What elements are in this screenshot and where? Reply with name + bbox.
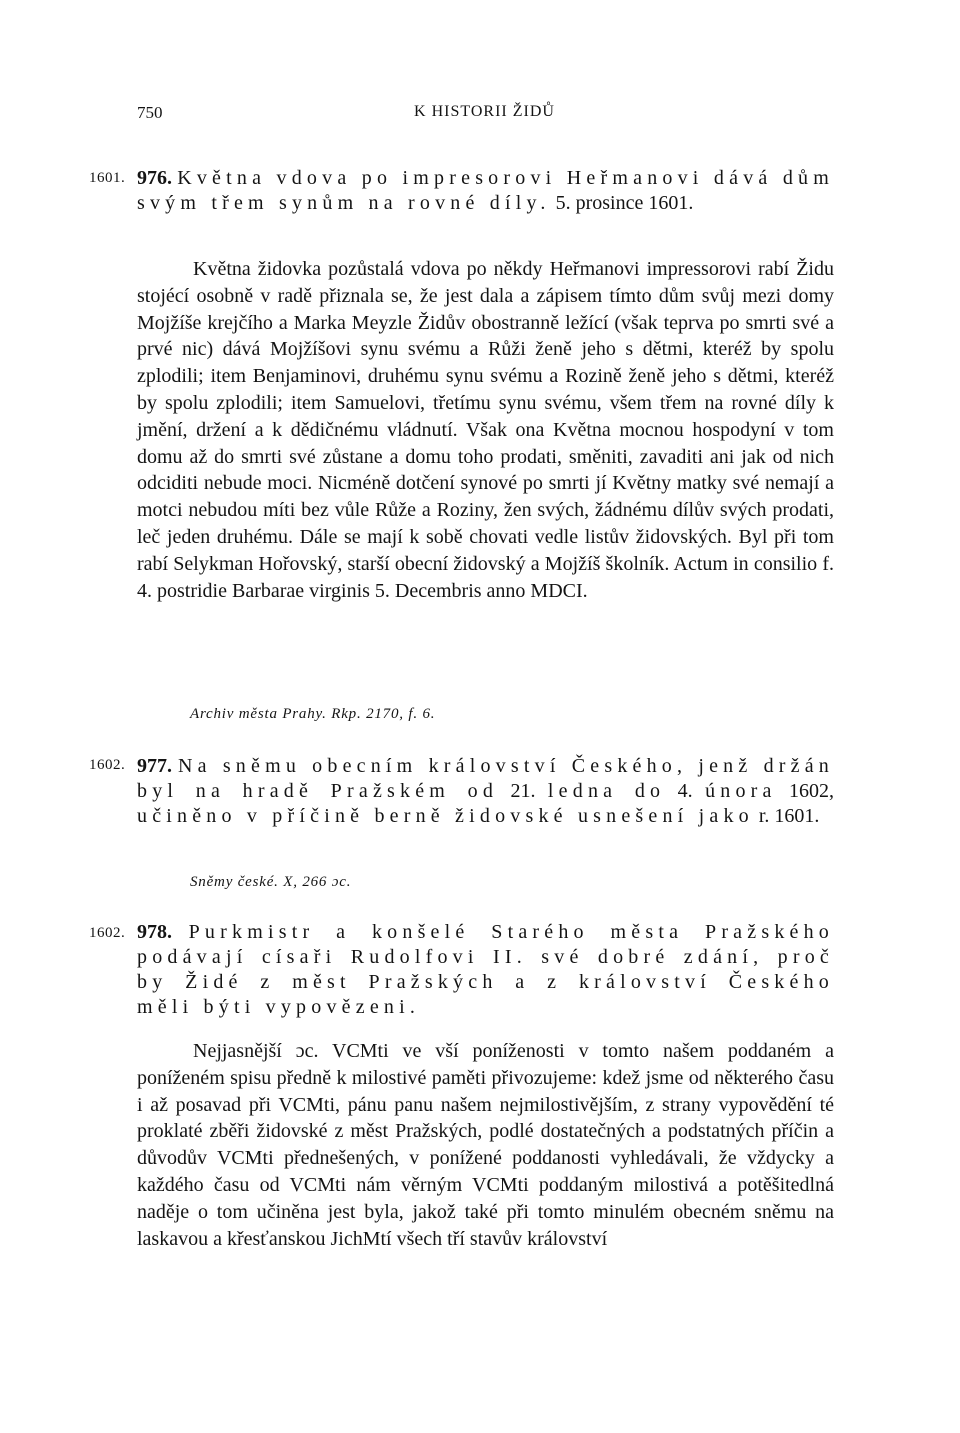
margin-year-976: 1601.: [89, 170, 126, 186]
document-number: 977.: [137, 755, 172, 777]
heading-date: 5. prosince 1601.: [555, 192, 694, 214]
heading-text: Na sněmu obecním království Českého, jenž držán byl na hradě Pražském od: [137, 755, 835, 802]
heading-date: 21.: [510, 780, 536, 802]
document-heading-977: [137, 754, 834, 829]
document-body-976: Května židovka pozůstalá vdova po někdy Heřmanovi impressorovi rabí Židu stojécí osobně v radě přiznala se, že jest dala a zápisem tímto dům svůj mezi domy Mojžíše krejčího a Marka Meyzle Židův obostranně ležící (však teprva po smrti své a prvé nic) dává Mojžíšovi synu svému a Růži ženě jeho s dětmi, kteréž by spolu zplodili; item Benjaminovi, druhému synu svému a Rozině ženě jeho s dětmi, kteréž by spolu zplodili; item Samuelovi, třetímu synu svému, všem třem na rovné díly k jmění, držení a k dědičnému vládnutí. Však ona Května mocnou hospodyní v tom domu až do smrti své zůstane a domu toho prodati, směniti, zavaditi ani jak od nich odciditi nebude moci. Nicméně dotčení synové po smrti jí Květny matky své nemají a motci nebudou míti bez vůle Růže a Roziny, žen svých, žádnému dílův svých prodati, leč jeden druhému. Dále se mají k sobě chovati vedle listův židovských. Byl při tom rabí Selykman Hořovský, starší obecní židovský a Mojžíš školník. Actum in consilio f. 4. postridie Barbarae virginis 5. Decembris anno MDCI.: [137, 258, 834, 602]
heading-text: ledna do: [547, 780, 666, 802]
heading-date: 4.: [677, 780, 693, 802]
heading-tail: r. 1601.: [758, 805, 820, 827]
running-title: K HISTORII ŽIDŮ: [414, 103, 555, 120]
document-number: 976.: [137, 167, 172, 189]
page-number: 750: [137, 103, 163, 122]
document-heading-976: [137, 166, 834, 216]
source-citation-977: Sněmy české. X, 266 ɔc.: [190, 874, 352, 890]
heading-text: Května vdova po impresorovi Heřmanovi dává dům svým třem synům na rovné díly.: [137, 167, 835, 214]
source-citation-976: Archiv města Prahy. Rkp. 2170, f. 6.: [190, 706, 436, 722]
margin-year-978: 1602.: [89, 925, 126, 941]
document-number: 978.: [137, 921, 172, 943]
heading-text: Purkmistr a konšelé Starého města Pražského podávají císaři Rudolfovi II. své dobré zdání, proč by Židé z měst Pražských a z království Českého měli býti vypovězeni.: [137, 921, 834, 1018]
document-heading-978: [137, 920, 834, 1020]
document-body-978: Nejjasnější ɔc. VCMti ve vší poníženosti v tomto našem poddaném a poníženém spisu předně k milostivé paměti přivozujeme: kdež jsme od některého času i až posavad při VCMti, pánu panu našem nejmilostivějším, z strany vypovědění té proklaté zběři židovské z měst Pražských, podlé dostatečných a podstatných příčin a důvodův VCMti přednešených, v ponížené poddanosti vyhledávali, že vždycky a každého času od VCMti nám věrným VCMti poddaným milostivá a potěšitedlná naděje o tom učiněna jest byla, jakož také při tomto minulém obecném sněmu na laskavou a křesťanskou JichMtí všech tří stavův království: [137, 1040, 834, 1250]
page-header: [137, 103, 832, 127]
heading-text: února: [705, 780, 777, 802]
margin-year-977: 1602.: [89, 757, 126, 773]
heading-text: učiněno v příčině berně židovské usnešení jako: [137, 805, 754, 827]
heading-year: 1602,: [789, 780, 835, 802]
